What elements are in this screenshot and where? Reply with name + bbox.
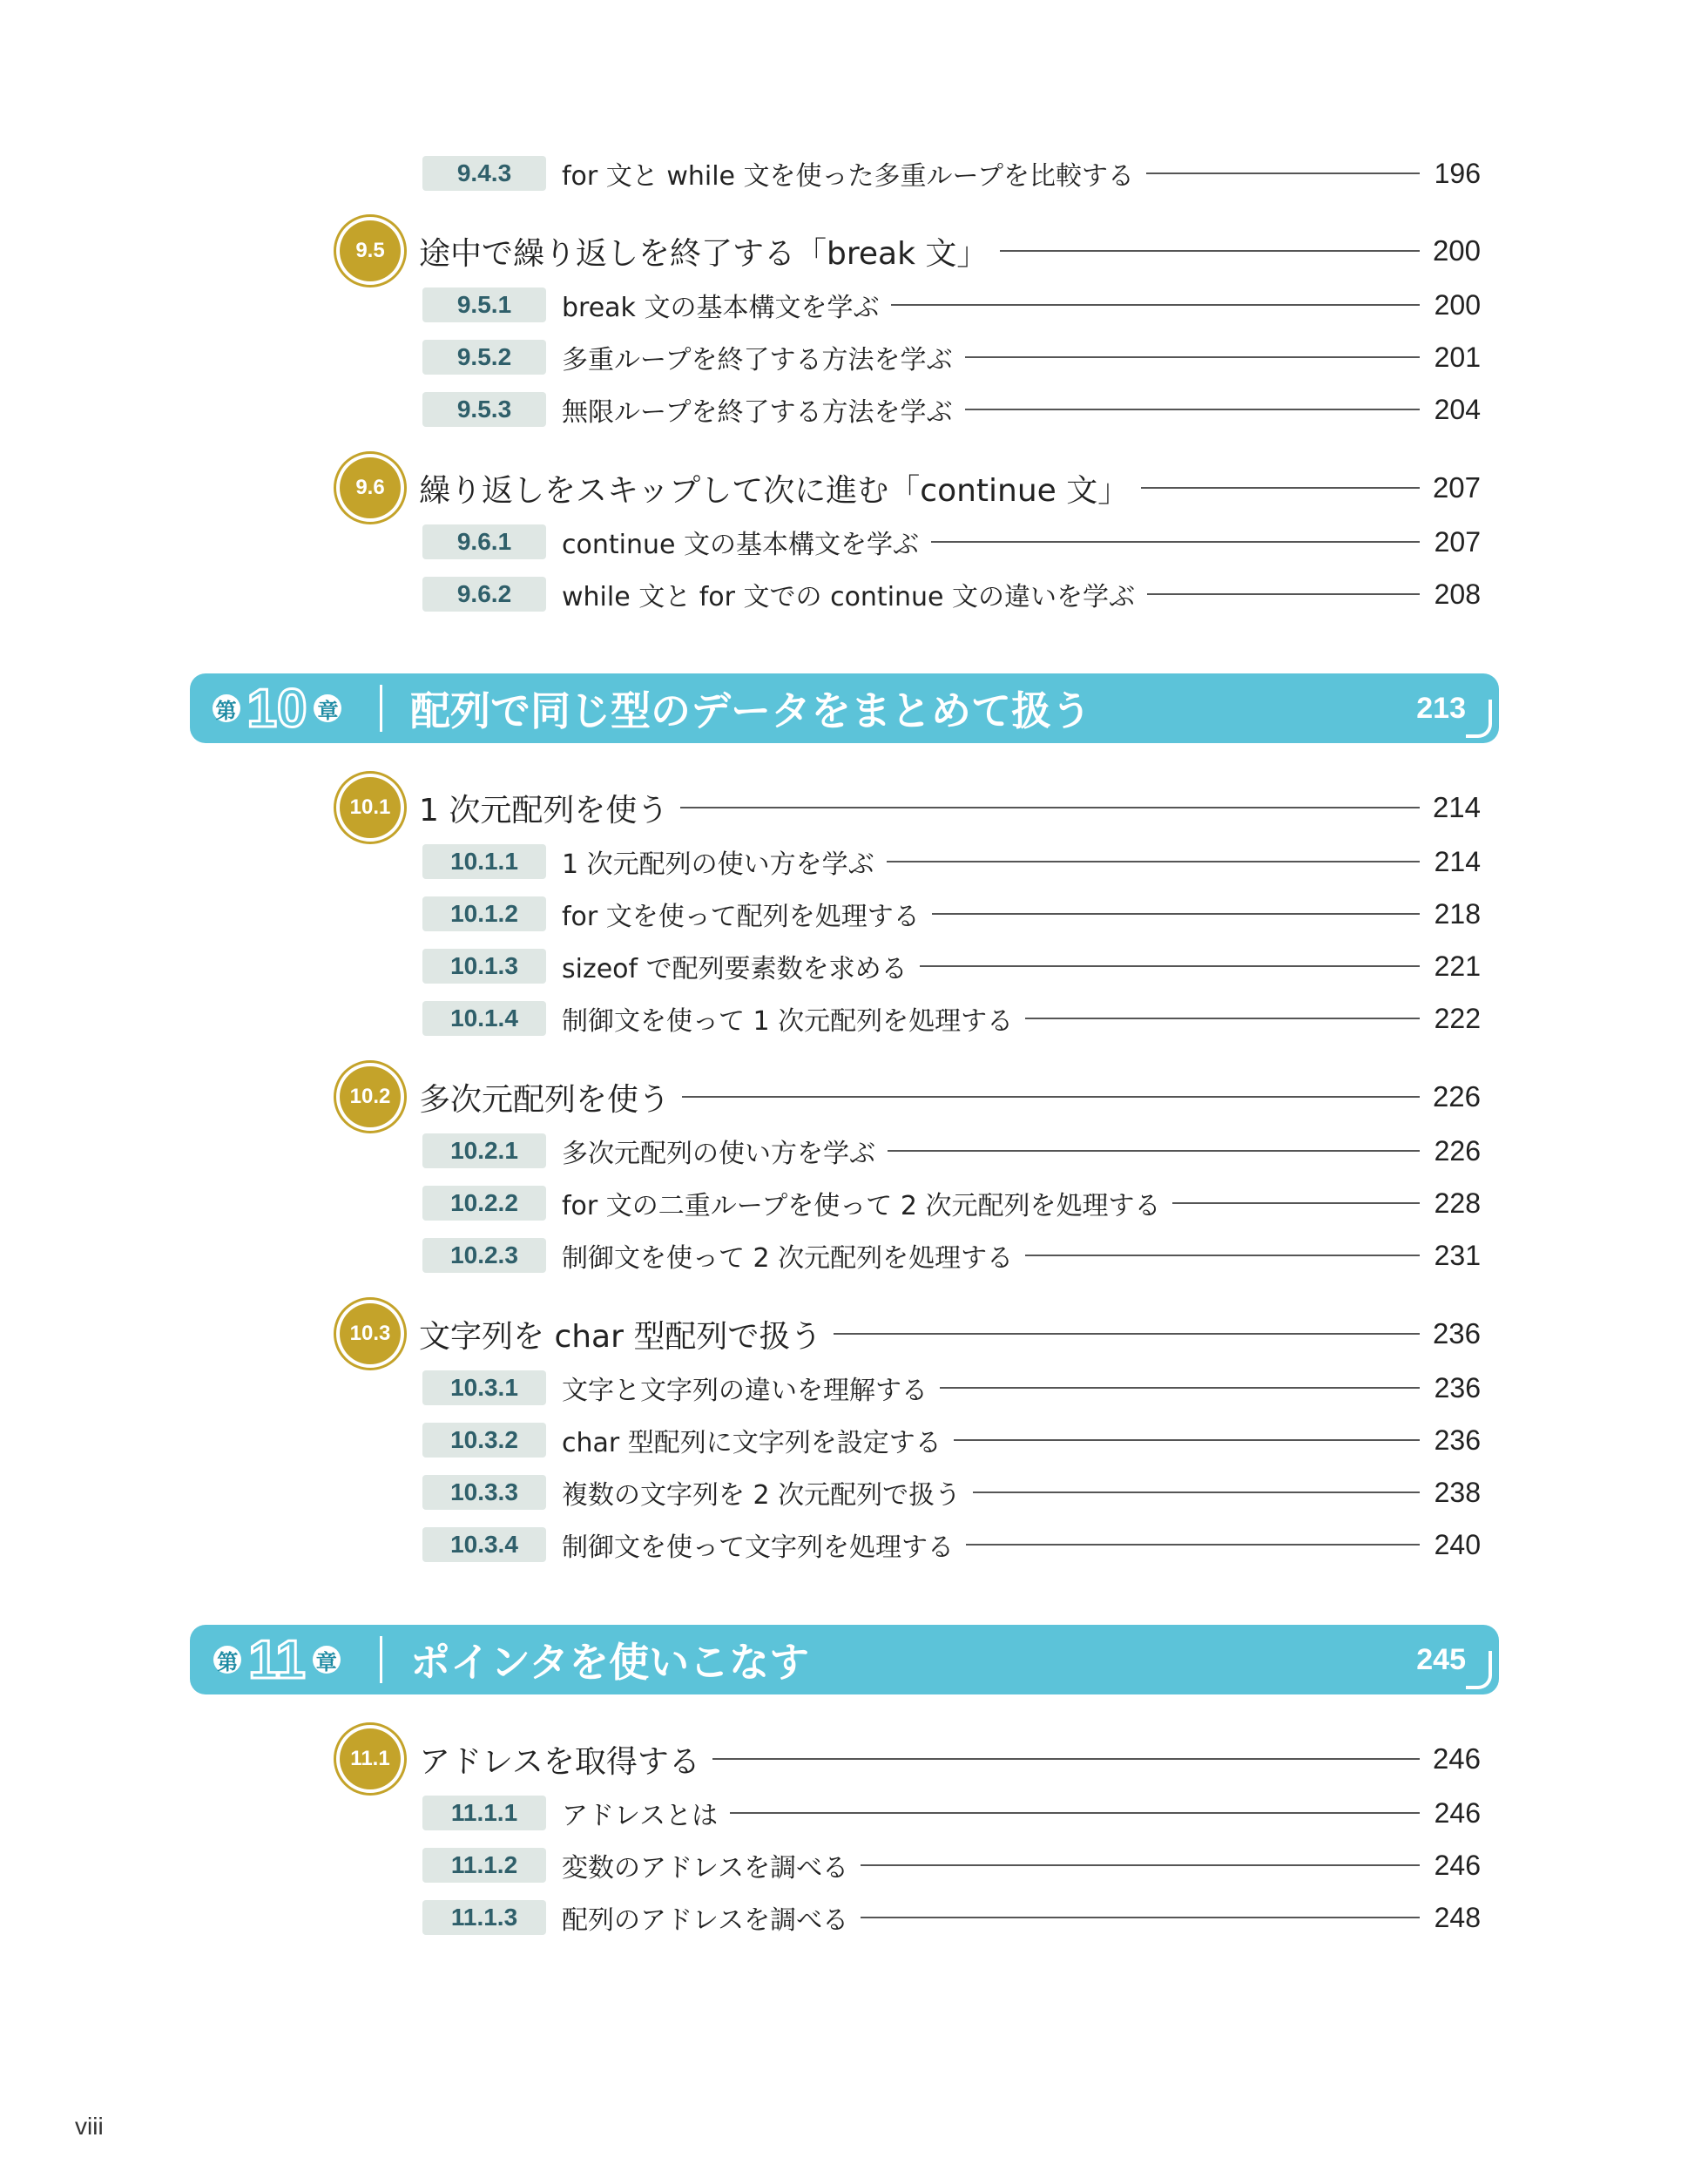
leader-line [931,541,1420,543]
chapter-bar-11[interactable] [190,1625,1499,1694]
toc-entry-10-1-2[interactable] [422,895,1481,933]
toc-section-9-5[interactable] [334,213,1481,289]
leader-line [682,1096,1420,1098]
toc-entry-10-1-1[interactable] [422,842,1481,881]
entry-page: 248 [1434,1901,1481,1933]
leader-line [680,807,1420,808]
entry-title: 制御文を使って 2 次元配列を処理する [562,1243,1014,1274]
page-folio: viii [75,2113,104,2140]
leader-line [1025,1018,1420,1019]
entry-title: for 文を使って配列を処理する [562,902,920,932]
entry-page: 236 [1434,1424,1481,1456]
leader-line [940,1387,1420,1389]
section-badge: 10.1 [334,771,407,844]
entry-number: 11.1.3 [422,1900,546,1935]
entry-number: 10.3.2 [422,1423,546,1458]
entry-number: 10.1.4 [422,1001,546,1036]
leader-line [891,304,1420,306]
entry-page: 207 [1434,525,1481,558]
leader-line [1000,250,1420,252]
toc-entry-10-3-3[interactable] [422,1473,1481,1512]
entry-number: 10.2.2 [422,1186,546,1221]
entry-title: char 型配列に文字列を設定する [562,1428,942,1458]
entry-number: 10.2.1 [422,1133,546,1168]
entry-page: 208 [1434,578,1481,610]
entry-title: 配列のアドレスを調べる [562,1905,849,1936]
entry-page: 200 [1434,288,1481,321]
toc-entry-9-5-2[interactable] [422,338,1481,376]
leader-line [887,861,1420,862]
chapter-label: 第 11 章 [190,1629,364,1691]
toc-entry-9-5-1[interactable] [422,286,1481,324]
entry-page: 221 [1434,950,1481,982]
entry-page: 201 [1434,341,1481,373]
toc-entry-10-1-3[interactable] [422,947,1481,985]
chapter-number: 11 [248,1629,306,1690]
section-badge: 9.6 [334,451,407,524]
entry-title: continue 文の基本構文を学ぶ [562,530,919,560]
leader-line [954,1439,1420,1441]
entry-title: 文字と文字列の違いを理解する [562,1376,928,1406]
toc-entry-10-3-1[interactable] [422,1369,1481,1407]
leader-line [920,965,1420,967]
entry-number: 10.1.2 [422,896,546,931]
section-page: 226 [1432,1080,1481,1113]
entry-page: 222 [1434,1002,1481,1034]
entry-number: 9.6.1 [422,524,546,559]
entry-number: 11.1.2 [422,1848,546,1883]
entry-title: sizeof で配列要素数を求める [562,954,908,984]
toc-section-10-1[interactable] [334,769,1481,846]
toc-entry-11-1-3[interactable] [422,1898,1481,1937]
entry-number: 9.5.2 [422,340,546,375]
entry-title: 変数のアドレスを調べる [562,1853,849,1884]
leader-line [861,1917,1420,1918]
entry-number: 10.1.3 [422,949,546,984]
section-badge: 10.3 [334,1297,407,1370]
toc-section-10-2[interactable] [334,1059,1481,1135]
section-badge: 9.5 [334,214,407,287]
section-page: 200 [1432,234,1481,267]
leader-line [888,1150,1420,1152]
chapter-separator [380,1636,382,1683]
chapter-separator [380,685,382,732]
toc-entry-9-4-3[interactable] [422,154,1481,193]
entry-page: 231 [1434,1239,1481,1271]
toc-section-9-6[interactable] [334,450,1481,526]
entry-title: for 文と while 文を使った多重ループを比較する [562,161,1135,192]
entry-number: 10.1.1 [422,844,546,879]
leader-line [1172,1202,1420,1204]
entry-number: 11.1.1 [422,1796,546,1830]
section-badge: 10.2 [334,1060,407,1133]
section-title: 繰り返しをスキップして次に進む「continue 文」 [419,472,1130,509]
leader-line [834,1333,1420,1335]
entry-page: 196 [1434,157,1481,189]
toc-entry-9-6-2[interactable] [422,575,1481,613]
toc-section-11-1[interactable] [334,1721,1481,1797]
entry-title: 制御文を使って文字列を処理する [562,1532,954,1563]
entry-number: 10.3.1 [422,1370,546,1405]
section-title: 多次元配列を使う [419,1081,671,1118]
section-badge: 11.1 [334,1722,407,1796]
entry-title: while 文と for 文での continue 文の違いを学ぶ [562,582,1136,612]
entry-page: 236 [1434,1371,1481,1404]
entry-title: アドレスとは [562,1801,719,1831]
entry-title: 無限ループを終了する方法を学ぶ [562,397,953,428]
leader-line [730,1812,1420,1814]
toc-section-10-3[interactable] [334,1295,1481,1372]
entry-page: 246 [1434,1849,1481,1881]
leader-line [1146,172,1420,174]
toc-entry-10-2-1[interactable] [422,1132,1481,1170]
chapter-title: ポインタを使いこなす [410,1639,810,1686]
leader-line [973,1491,1420,1493]
entry-number: 9.4.3 [422,156,546,191]
toc-entry-11-1-2[interactable] [422,1846,1481,1884]
entry-title: 多重ループを終了する方法を学ぶ [562,345,953,375]
entry-page: 214 [1434,845,1481,877]
entry-page: 204 [1434,393,1481,425]
entry-title: 複数の文字列を 2 次元配列で扱う [562,1480,962,1511]
chapter-number: 10 [246,678,307,739]
chapter-bar-10[interactable] [190,673,1499,743]
chapter-page: 213 [1416,691,1466,725]
toc-entry-9-5-3[interactable] [422,390,1481,429]
leader-line [966,1544,1420,1546]
section-title: 文字列を char 型配列で扱う [419,1318,822,1355]
entry-page: 218 [1434,897,1481,930]
entry-number: 9.5.3 [422,392,546,427]
leader-line [965,356,1421,358]
toc-entry-10-2-3[interactable] [422,1236,1481,1275]
leader-line [1025,1255,1420,1256]
toc-entry-10-3-2[interactable] [422,1421,1481,1459]
chapter-label: 第 10 章 [190,678,364,740]
corner-hook-icon [1466,700,1492,738]
leader-line [965,409,1421,410]
entry-page: 246 [1434,1796,1481,1829]
leader-line [1141,487,1420,489]
chapter-title: 配列で同じ型のデータをまとめて扱う [410,687,1091,734]
entry-number: 9.6.2 [422,577,546,612]
toc-entry-9-6-1[interactable] [422,523,1481,561]
toc-entry-10-2-2[interactable] [422,1184,1481,1222]
section-title: アドレスを取得する [419,1743,700,1780]
entry-title: break 文の基本構文を学ぶ [562,293,880,323]
toc-entry-11-1-1[interactable] [422,1794,1481,1832]
entry-number: 10.3.3 [422,1475,546,1510]
entry-page: 228 [1434,1187,1481,1219]
section-page: 246 [1432,1742,1481,1775]
section-title: 1 次元配列を使う [419,792,669,829]
entry-number: 9.5.1 [422,287,546,322]
corner-hook-icon [1466,1651,1492,1689]
leader-line [861,1864,1420,1866]
entry-title: 制御文を使って 1 次元配列を処理する [562,1006,1014,1037]
section-page: 214 [1432,791,1481,823]
entry-title: 多次元配列の使い方を学ぶ [562,1139,875,1169]
toc-entry-10-3-4[interactable] [422,1525,1481,1564]
leader-line [712,1758,1420,1760]
entry-page: 226 [1434,1134,1481,1167]
entry-number: 10.3.4 [422,1527,546,1562]
entry-page: 240 [1434,1528,1481,1560]
entry-title: for 文の二重ループを使って 2 次元配列を処理する [562,1191,1161,1221]
leader-line [1147,593,1420,595]
leader-line [932,913,1420,915]
entry-title: 1 次元配列の使い方を学ぶ [562,849,874,880]
section-page: 207 [1432,471,1481,504]
entry-page: 238 [1434,1476,1481,1508]
entry-number: 10.2.3 [422,1238,546,1273]
chapter-page: 245 [1416,1642,1466,1676]
toc-entry-10-1-4[interactable] [422,999,1481,1038]
section-page: 236 [1432,1317,1481,1349]
section-title: 途中で繰り返しを終了する「break 文」 [419,235,989,272]
